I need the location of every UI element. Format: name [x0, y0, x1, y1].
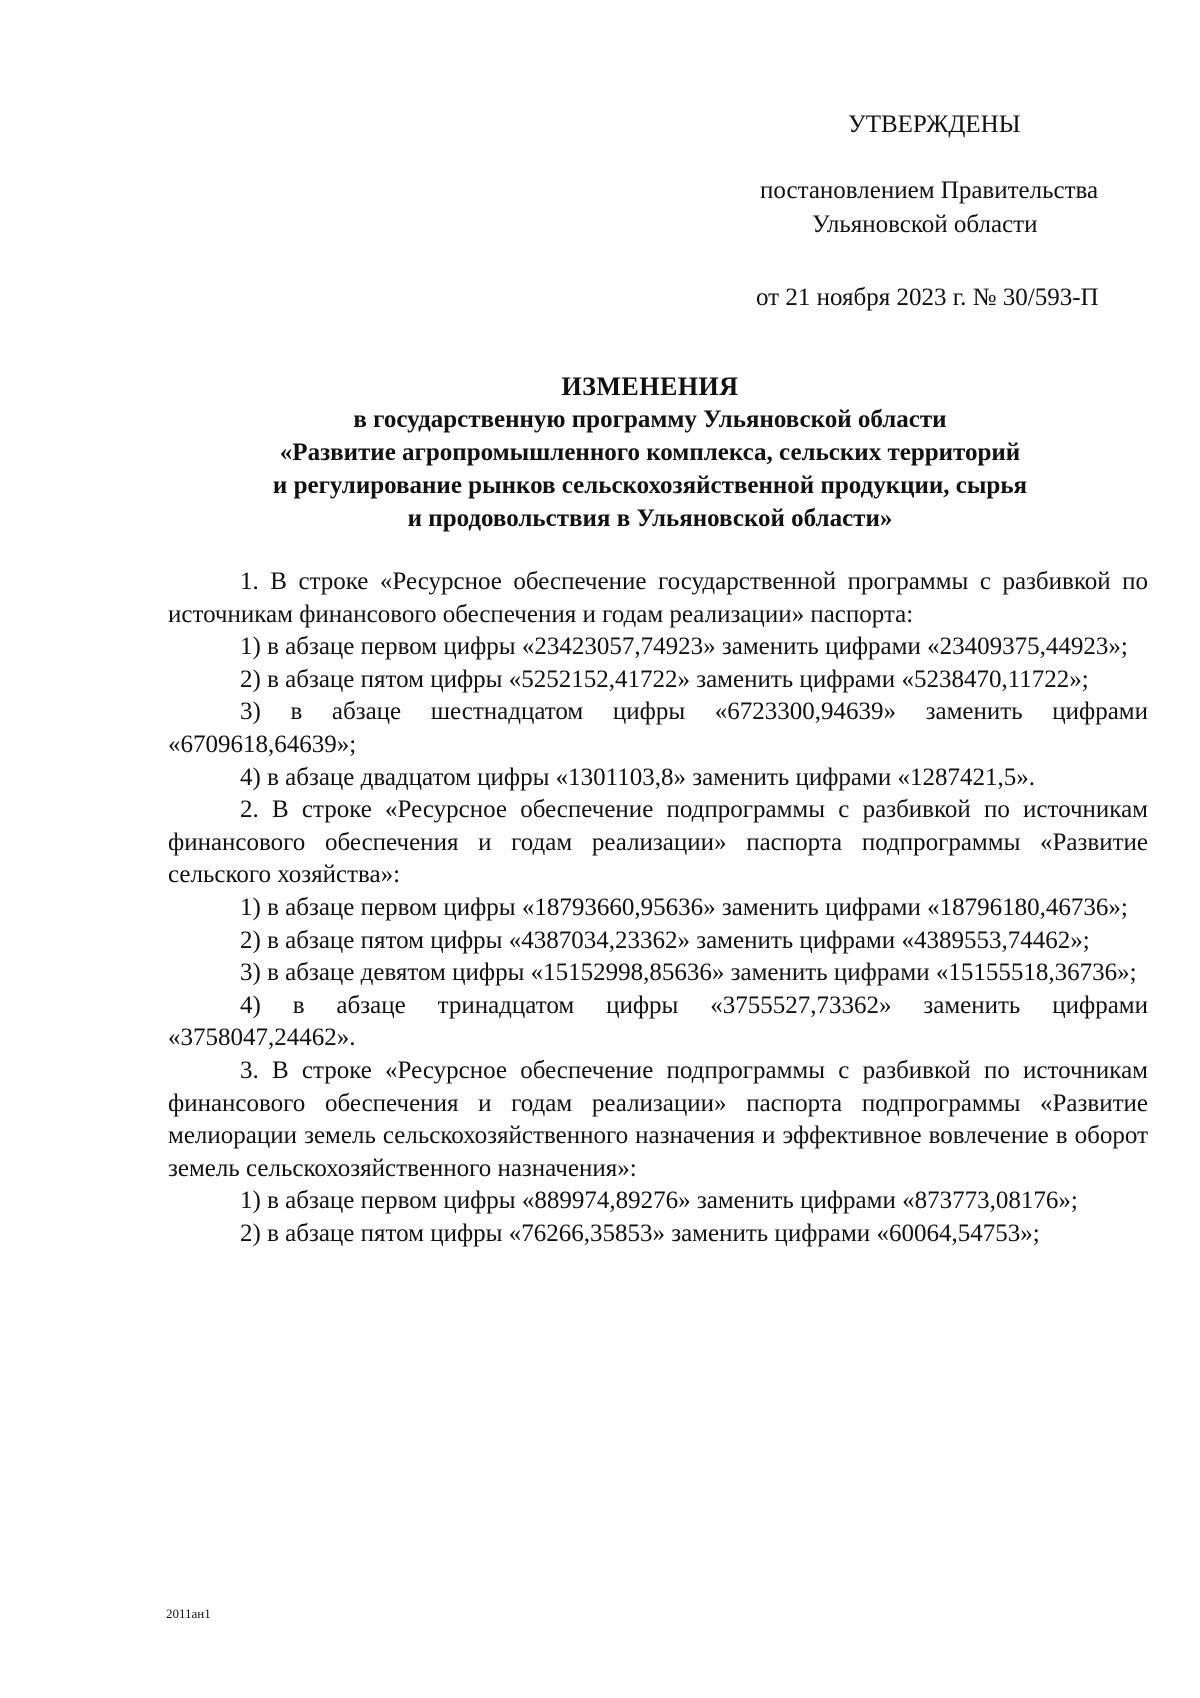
paragraph-2: 2. В строке «Ресурсное обеспечение подпрограммы с разбивкой по источникам финансового обеспечения и годам реализации» паспорта подпрограммы «Развитие сельского хозяйства»:: [168, 796, 1148, 889]
heading-line-2: «Развитие агропромышленного комплекса, сельских территорий: [279, 439, 1021, 466]
document-heading: [160, 370, 1140, 535]
footer-document-code: 2011ан1: [166, 1606, 211, 1621]
paragraph-2-item-1: 1) в абзаце первом цифры «18793660,95636» заменить цифрами «18796180,46736»;: [240, 893, 1128, 921]
paragraph-1-item-3: 3) в абзаце шестнадцатом цифры «6723300,94639» заменить цифрами «6709618,64639»;: [168, 698, 1148, 758]
paragraph-2-item-2: 2) в абзаце пятом цифры «4387034,23362» заменить цифрами «4389553,74462»;: [240, 926, 1090, 954]
approval-decree: постановлением Правительства: [760, 177, 1099, 204]
heading-line-3: и регулирование рынков сельскохозяйственной продукции, сырья: [272, 472, 1028, 499]
approval-date: от 21 ноября 2023 г. № 30/593-П: [756, 284, 1099, 311]
paragraph-1-item-1: 1) в абзаце первом цифры «23423057,74923» заменить цифрами «23409375,44923»;: [240, 633, 1128, 661]
approval-region: Ульяновской области: [812, 211, 1038, 238]
paragraph-3: 3. В строке «Ресурсное обеспечение подпрограммы с разбивкой по источникам финансового обеспечения и годам реализации» паспорта подпрограммы «Развитие мелиорации земель сельскохозяйственного назначения и эффективное вовлечение в оборот земель сельскохозяйственного назначения»:: [168, 1056, 1148, 1182]
approval-stamp-title: УТВЕРЖДЕНЫ: [848, 111, 1021, 138]
paragraph-1: 1. В строке «Ресурсное обеспечение государственной программы с разбивкой по источникам финансового обеспечения и годам реализации» паспорта:: [168, 568, 1148, 628]
paragraph-3-item-1: 1) в абзаце первом цифры «889974,89276» заменить цифрами «873773,08176»;: [240, 1187, 1078, 1215]
document-title: ИЗМЕНЕНИЯ: [561, 372, 739, 401]
paragraph-1-item-2: 2) в абзаце пятом цифры «5252152,41722» заменить цифрами «5238470,11722»;: [240, 665, 1089, 693]
heading-line-4: и продовольствия в Ульяновской области»: [407, 505, 893, 532]
paragraph-3-item-2: 2) в абзаце пятом цифры «76266,35853» заменить цифрами «60064,54753»;: [240, 1219, 1040, 1247]
paragraph-1-item-4: 4) в абзаце двадцатом цифры «1301103,8» заменить цифрами «1287421,5».: [240, 763, 1035, 791]
paragraph-2-item-4: 4) в абзаце тринадцатом цифры «3755527,73362» заменить цифрами «3758047,24462».: [168, 991, 1148, 1052]
document-body: [168, 566, 1148, 1250]
paragraph-2-item-3: 3) в абзаце девятом цифры «15152998,85636» заменить цифрами «15155518,36736»;: [240, 959, 1137, 987]
heading-line-1: в государственную программу Ульяновской области: [353, 406, 947, 433]
